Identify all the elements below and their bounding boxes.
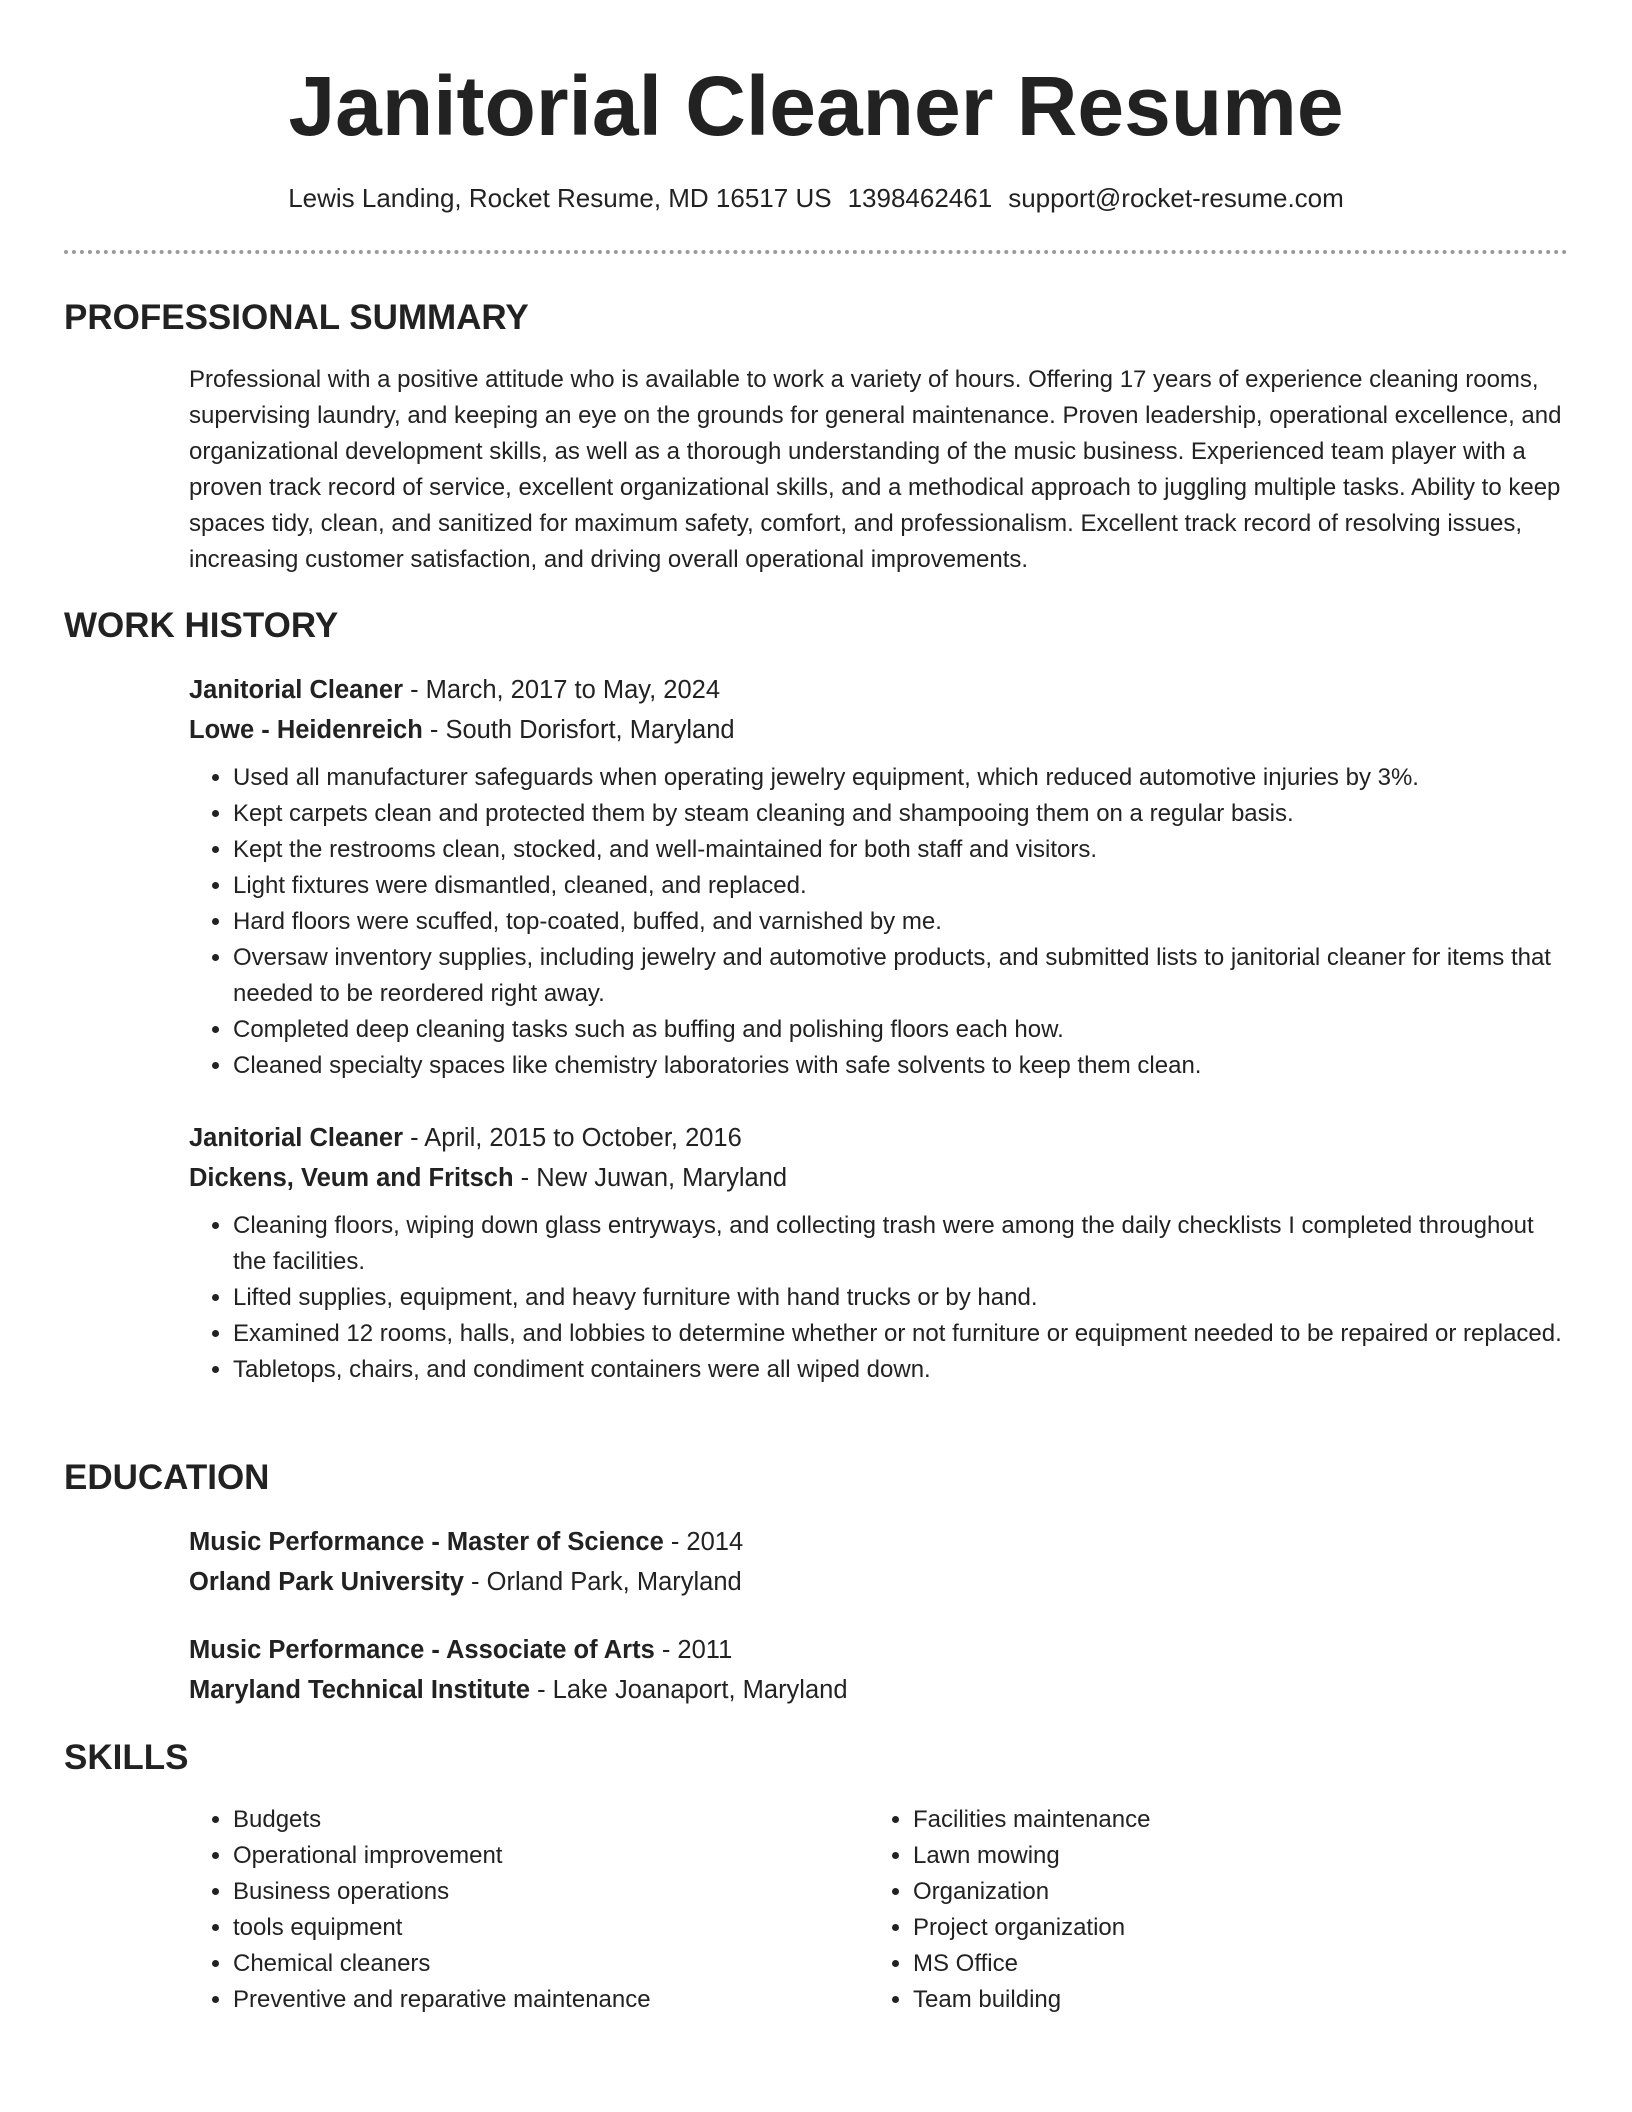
job-duty: • Oversaw inventory supplies, including jewelry and automotive products, and submitted lists to janitorial cleaner for items that needed to be reordered right away. [233,940,1569,1012]
job-duty: • Examined 12 rooms, halls, and lobbies to determine whether or not furniture or equipment needed to be repaired or replaced. [233,1316,1569,1352]
job-dates: - March, 2017 to May, 2024 [403,676,721,704]
job-duty: • Light fixtures were dismantled, cleaned, and replaced. [233,868,1569,904]
education-entry [189,1630,1569,1710]
resume-title: Janitorial Cleaner Resume [288,59,1344,153]
degree-year: - 2011 [654,1636,733,1664]
job-dates: - April, 2015 to October, 2016 [403,1124,742,1152]
skill-item: • tools equipment [233,1910,869,1946]
job-duties-list [189,1208,1569,1388]
school-name: Orland Park University [189,1568,464,1596]
job-duty: • Kept carpets clean and protected them by steam cleaning and shampooing them on a regular basis. [233,796,1569,832]
contact-phone: 1398462461 [847,183,993,213]
job-duty: • Cleaned specialty spaces like chemistry laboratories with safe solvents to keep them clean. [233,1048,1569,1084]
job-duty: • Completed deep cleaning tasks such as buffing and polishing floors each how. [233,1012,1569,1048]
job-duty: • Used all manufacturer safeguards when operating jewelry equipment, which reduced automotive injuries by 3%. [233,760,1569,796]
job-duty: • Lifted supplies, equipment, and heavy furniture with hand trucks or by hand. [233,1280,1569,1316]
job-duty: • Kept the restrooms clean, stocked, and well-maintained for both staff and visitors. [233,832,1569,868]
school-line [189,1562,1569,1602]
degree-line [189,1522,1569,1562]
skills-column-right [869,1802,1549,2018]
job-title-line [189,670,1569,710]
job-duties-list [189,760,1569,1084]
contact-address: Lewis Landing, Rocket Resume, MD 16517 US [288,183,832,213]
job-company: Lowe - Heidenreich [189,716,423,744]
skill-item: • Organization [913,1874,1549,1910]
job-duty: • Hard floors were scuffed, top-coated, buffed, and varnished by me. [233,904,1569,940]
skill-item: • Project organization [913,1910,1549,1946]
skill-item: • Facilities maintenance [913,1802,1549,1838]
skills-column-left [189,1802,869,2018]
job-role: Janitorial Cleaner [189,676,403,704]
contact-line [0,180,1632,216]
school-line [189,1670,1569,1710]
degree-line [189,1630,1569,1670]
skill-item: • Budgets [233,1802,869,1838]
job-title-line [189,1118,1569,1158]
summary-text: Professional with a positive attitude who is available to work a variety of hours. Offering 17 years of experience cleaning rooms, supervising laundry, and keeping an eye on the grounds for general maintenance. Proven leadership, operational excellence, and organizational development skills, as well as a thorough understanding of the music business. Experienced team player with a proven track record of service, excellent organizational skills, and a methodical approach to juggling multiple tasks. Ability to keep spaces tidy, clean, and sanitized for maximum safety, comfort, and professionalism. Excellent track record of resolving issues, increasing customer satisfaction, and driving overall operational improvements. [189,366,1562,573]
job-role: Janitorial Cleaner [189,1124,403,1152]
job-duty: • Tabletops, chairs, and condiment containers were all wiped down. [233,1352,1569,1388]
skill-item: • Preventive and reparative maintenance [233,1982,869,2018]
job-company-line [189,710,1569,750]
skill-item: • Team building [913,1982,1549,2018]
job-location: - South Dorisfort, Maryland [422,716,735,744]
school-location: - Lake Joanaport, Maryland [530,1676,848,1704]
job-entry [189,1118,1569,1388]
summary-heading: PROFESSIONAL SUMMARY [64,298,529,337]
job-location: - New Juwan, Maryland [513,1164,788,1192]
job-company: Dickens, Veum and Fritsch [189,1164,514,1192]
skill-item: • MS Office [913,1946,1549,1982]
header-divider [64,250,1568,254]
job-company-line [189,1158,1569,1198]
degree-name: Music Performance - Associate of Arts [189,1636,655,1664]
skills-heading: SKILLS [64,1738,189,1777]
skill-item: • Operational improvement [233,1838,869,1874]
degree-year: - 2014 [663,1528,744,1556]
summary-section [189,362,1569,578]
skill-item: • Lawn mowing [913,1838,1549,1874]
education-heading: EDUCATION [64,1458,270,1497]
skill-item: • Chemical cleaners [233,1946,869,1982]
degree-name: Music Performance - Master of Science [189,1528,664,1556]
skills-grid [189,1802,1569,2018]
skill-item: • Business operations [233,1874,869,1910]
school-name: Maryland Technical Institute [189,1676,531,1704]
school-location: - Orland Park, Maryland [463,1568,742,1596]
education-entry [189,1522,1569,1602]
contact-email[interactable]: support@rocket-resume.com [1008,183,1344,213]
job-duty: • Cleaning floors, wiping down glass entryways, and collecting trash were among the daily checklists I completed throughout the facilities. [233,1208,1569,1280]
work-history-heading: WORK HISTORY [64,606,339,645]
skills-section [189,1802,1569,2018]
job-entry [189,670,1569,1084]
